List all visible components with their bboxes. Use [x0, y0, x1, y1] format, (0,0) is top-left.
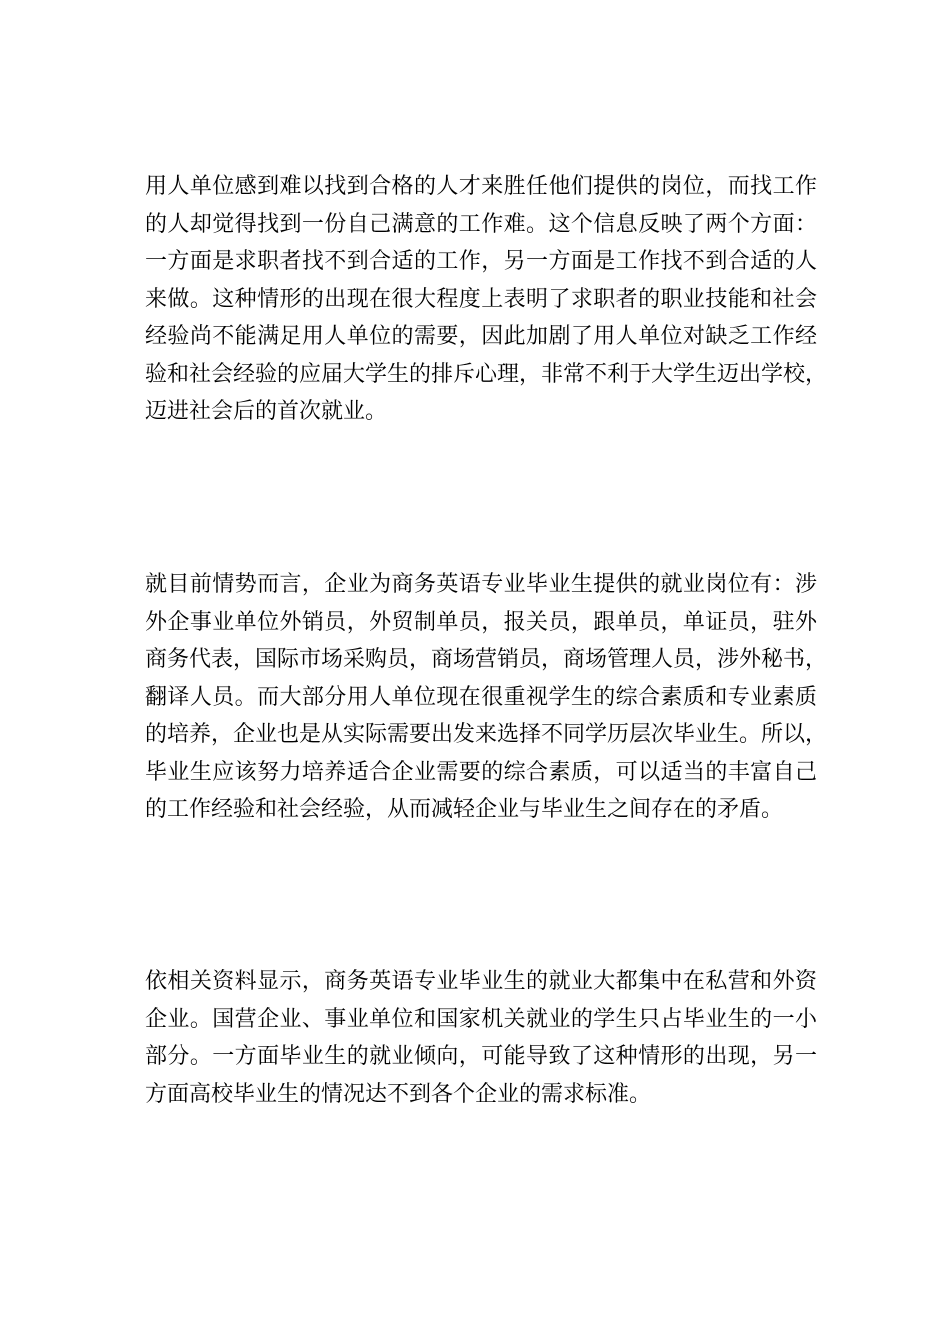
- paragraph-line: 外企事业单位外销员，外贸制单员，报关员，跟单员，单证员，驻外: [145, 609, 817, 635]
- paragraph-line: 的人却觉得找到一份自己满意的工作难。这个信息反映了两个方面：: [145, 211, 817, 237]
- paragraph-line: 经验尚不能满足用人单位的需要，因此加剧了用人单位对缺乏工作经: [145, 324, 817, 349]
- paragraph-3: [145, 963, 817, 1113]
- paragraph-line: 来做。这种情形的出现在很大程度上表明了求职者的职业技能和社会: [145, 286, 817, 312]
- paragraph-2: [145, 566, 828, 829]
- paragraph-line: 一方面是求职者找不到合适的工作，另一方面是工作找不到合适的人: [145, 249, 817, 274]
- paragraph-line: 依相关资料显示，商务英语专业毕业生的就业大都集中在私营和外资: [145, 969, 817, 994]
- paragraph-line: 商务代表，国际市场采购员，商场营销员，商场管理人员，涉外秘书，: [145, 647, 828, 672]
- paragraph-line: 迈进社会后的首次就业。: [145, 399, 388, 424]
- paragraph-line: 方面高校毕业生的情况达不到各个企业的需求标准。: [145, 1081, 652, 1107]
- paragraph-line: 部分。一方面毕业生的就业倾向，可能导致了这种情形的出现，另一: [145, 1044, 817, 1069]
- paragraph-line: 验和社会经验的应届大学生的排斥心理，非常不利于大学生迈出学校，: [145, 361, 828, 387]
- paragraph-line: 的工作经验和社会经验，从而减轻企业与毕业生之间存在的矛盾。: [145, 797, 784, 822]
- paragraph-line: 毕业生应该努力培养适合企业需要的综合素质，可以适当的丰富自己: [145, 759, 817, 785]
- paragraph-line: 用人单位感到难以找到合格的人才来胜任他们提供的岗位，而找工作: [145, 174, 817, 199]
- paragraph-line: 翻译人员。而大部分用人单位现在很重视学生的综合素质和专业素质: [145, 684, 817, 710]
- paragraph-1: [145, 168, 828, 431]
- paragraph-line: 企业。国营企业、事业单位和国家机关就业的学生只占毕业生的一小: [145, 1006, 817, 1032]
- paragraph-line: 的培养，企业也是从实际需要出发来选择不同学历层次毕业生。所以，: [145, 722, 828, 747]
- paragraph-line: 就目前情势而言，企业为商务英语专业毕业生提供的就业岗位有：涉: [145, 572, 817, 597]
